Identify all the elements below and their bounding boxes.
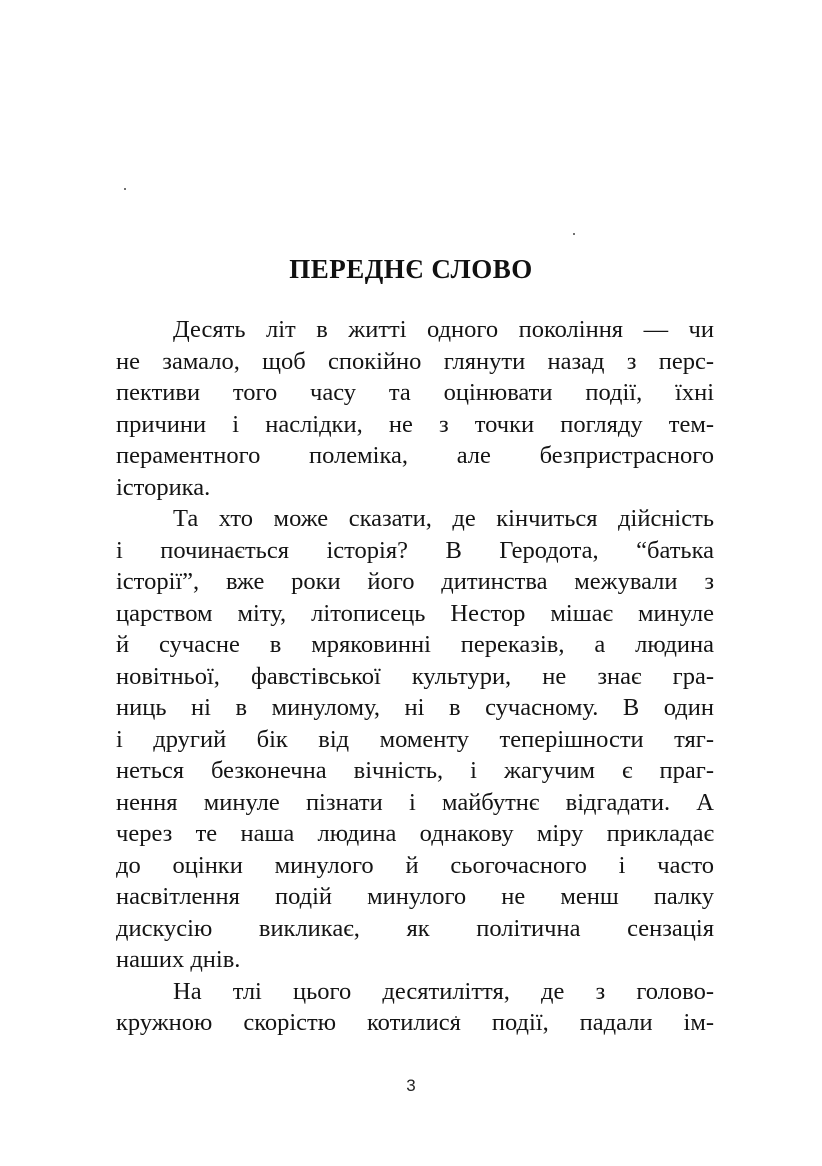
text-line: і починається історія? В Геродота, “батька xyxy=(116,536,714,564)
chapter-title: ПЕРЕДНЄ СЛОВО xyxy=(289,254,533,284)
print-speck xyxy=(124,188,126,190)
text-line: історика. xyxy=(116,473,211,501)
text-line: пераментного полеміка, але безпристрасного xyxy=(116,442,714,469)
text-line: Десять літ в житті одного покоління — чи xyxy=(173,316,714,343)
text-line: й сучасне в мряковинні переказів, а людина xyxy=(116,631,714,658)
text-line: через те наша людина однакову міру прикладає xyxy=(116,820,714,847)
text-line: ниць ні в минулому, ні в сучасному. В один xyxy=(116,694,714,721)
text-line: і другий бік від моменту теперішности тяг- xyxy=(116,725,714,753)
text-line: нення минуле пізнати і майбутнє відгадати. А xyxy=(116,788,714,816)
text-line: кружною скорістю котилися події, падали ім- xyxy=(116,1009,714,1036)
text-line: царством міту, літописець Нестор мішає минуле xyxy=(116,599,714,627)
text-line: Та хто може сказати, де кінчиться дійсність xyxy=(173,505,714,532)
text-line: до оцінки минулого й сьогочасного і часто xyxy=(116,851,714,879)
text-line: На тлі цього десятиліття, де з голово- xyxy=(173,977,714,1005)
text-line: наших днів. xyxy=(116,946,241,973)
print-speck xyxy=(573,233,575,235)
body-text xyxy=(116,314,714,1039)
text-line: причини і наслідки, не з точки погляду тем- xyxy=(116,410,714,438)
text-line: не замало, щоб спокійно глянути назад з перс- xyxy=(116,347,714,375)
text-line: пективи того часу та оцінювати події, їхні xyxy=(116,379,714,406)
text-line: новітньої, фавстівської культури, не знає гра- xyxy=(116,662,714,690)
text-line: історії”, вже роки його дитинства межували з xyxy=(116,568,714,595)
text-line: насвітлення подій минулого не менш палку xyxy=(116,883,714,910)
text-line: неться безконечна вічність, і жагучим є праг- xyxy=(116,757,714,784)
text-line: дискусію викликає, як політична сензація xyxy=(116,914,714,942)
page-number: 3 xyxy=(406,1076,416,1095)
